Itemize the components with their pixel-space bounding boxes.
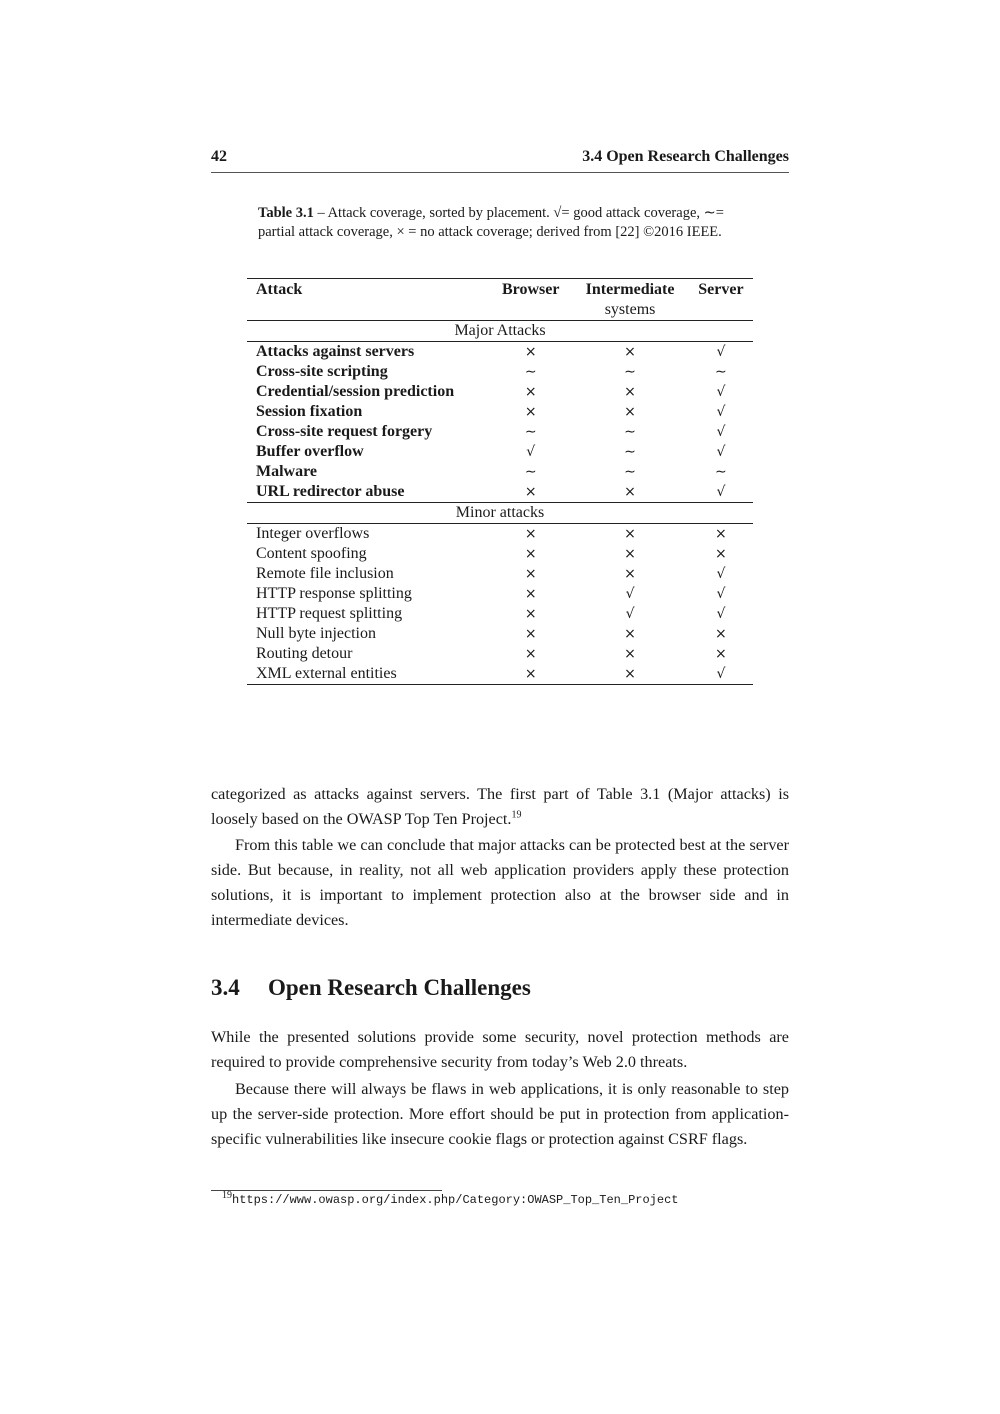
- attack-name-cell: HTTP response splitting: [256, 585, 412, 602]
- server-cell: √: [716, 384, 726, 400]
- attack-coverage-table: [247, 278, 753, 685]
- attack-name-cell: Integer overflows: [256, 525, 370, 542]
- browser-cell: ×: [524, 626, 537, 642]
- table-header-row: [247, 279, 753, 321]
- section-number: 3.4: [211, 975, 240, 1000]
- server-cell: √: [716, 566, 726, 582]
- table-row: [247, 624, 753, 644]
- table-row: [247, 604, 753, 624]
- intermediate-cell: ×: [624, 626, 636, 642]
- browser-cell: ×: [524, 606, 537, 622]
- attack-name-cell: Attacks against servers: [256, 343, 415, 360]
- attack-name-cell: Session fixation: [256, 403, 363, 420]
- server-cell: √: [716, 606, 726, 622]
- browser-cell: ×: [524, 484, 537, 500]
- paragraph: From this table we can conclude that major attacks can be protected best at the server side. But because, in reality, not all web application providers apply these protection solutions, it is important to implement protection also at the browser side and in intermediate devices.: [211, 836, 789, 929]
- server-cell: ×: [715, 646, 727, 662]
- browser-cell: ∼: [524, 424, 537, 440]
- header-browser: Browser: [490, 279, 571, 321]
- server-cell: √: [716, 344, 726, 360]
- server-cell: √: [716, 484, 726, 500]
- attack-name-cell: HTTP request splitting: [256, 605, 403, 622]
- browser-cell: √: [526, 444, 536, 460]
- browser-cell: ×: [524, 546, 537, 562]
- browser-cell: ×: [524, 526, 537, 542]
- section-row: [247, 321, 753, 342]
- attack-name-cell: Buffer overflow: [256, 443, 364, 460]
- intermediate-cell: ∼: [624, 364, 636, 380]
- header-intermediate-sub: systems: [604, 301, 656, 318]
- footnote-ref: 19: [511, 809, 522, 821]
- paragraph: While the presented solutions provide some security, novel protection methods are required to provide comprehensive security from today’s Web 2.0 threats.: [211, 1028, 789, 1071]
- server-cell: √: [716, 586, 726, 602]
- intermediate-cell: √: [625, 606, 635, 622]
- attack-name-cell: Remote file inclusion: [256, 565, 394, 582]
- intermediate-cell: ×: [624, 526, 636, 542]
- page-header: [211, 148, 789, 173]
- table-row: [247, 644, 753, 664]
- section-title: Open Research Challenges: [268, 975, 531, 1000]
- server-cell: ×: [715, 546, 727, 562]
- table-label: Table 3.1: [258, 205, 314, 221]
- table-row: [247, 482, 753, 503]
- intermediate-cell: ×: [624, 646, 636, 662]
- server-cell: ∼: [715, 364, 727, 380]
- paragraph: Because there will always be flaws in web applications, it is only reasonable to step up the server-side protection. More effort should be put in protection from application-specific vulnerabilities like insecure cookie flags or protection against CSRF flags.: [211, 1080, 789, 1148]
- browser-cell: ×: [524, 586, 537, 602]
- table-caption: [258, 204, 748, 242]
- major-attacks-label: Major Attacks: [247, 321, 753, 342]
- server-cell: ∼: [715, 464, 727, 480]
- minor-attacks-body: [247, 503, 753, 685]
- table-row: [247, 524, 753, 545]
- table-row: [247, 382, 753, 402]
- section-row: [247, 503, 753, 524]
- browser-cell: ×: [524, 646, 537, 662]
- footnote-rule: [211, 1190, 442, 1191]
- table-row: [247, 664, 753, 685]
- section-heading: [211, 975, 531, 1001]
- intermediate-cell: ×: [571, 664, 689, 685]
- server-cell: √: [716, 404, 726, 420]
- intermediate-cell: ∼: [624, 424, 636, 440]
- caption-text: – Attack coverage, sorted by placement. √= good attack coverage, ∼= partial attack coverage, × = no attack coverage; derived from [22] ©2016 IEEE.: [258, 205, 724, 240]
- browser-cell: ×: [524, 384, 537, 400]
- browser-cell: ×: [524, 344, 537, 360]
- attack-name-cell: Content spoofing: [256, 545, 367, 562]
- header-server: Server: [689, 279, 753, 321]
- intermediate-cell: ×: [624, 384, 636, 400]
- server-cell: ×: [715, 526, 727, 542]
- server-cell: √: [716, 444, 726, 460]
- attack-name-cell: Routing detour: [256, 645, 353, 662]
- running-title: 3.4 Open Research Challenges: [582, 148, 789, 165]
- major-attacks-body: [247, 321, 753, 503]
- server-cell: √: [689, 664, 753, 685]
- intermediate-cell: ×: [624, 566, 636, 582]
- attack-name-cell: Cross-site request forgery: [256, 423, 433, 440]
- browser-cell: ×: [490, 664, 571, 685]
- intermediate-cell: ×: [624, 404, 636, 420]
- attack-name-cell: URL redirector abuse: [256, 483, 405, 500]
- header-intermediate: [571, 279, 689, 321]
- intermediate-cell: √: [625, 586, 635, 602]
- table-row: [247, 402, 753, 422]
- table-row: [247, 342, 753, 363]
- attack-name-cell: XML external entities: [247, 664, 490, 685]
- footnote: [222, 1190, 679, 1207]
- intermediate-cell: ×: [624, 546, 636, 562]
- table-row: [247, 422, 753, 442]
- table-row: [247, 584, 753, 604]
- browser-cell: ∼: [524, 464, 537, 480]
- server-cell: ×: [715, 626, 727, 642]
- server-cell: √: [716, 424, 726, 440]
- attack-name-cell: Credential/session prediction: [256, 383, 455, 400]
- intermediate-cell: ×: [624, 344, 636, 360]
- browser-cell: ×: [524, 404, 537, 420]
- paragraph-text: categorized as attacks against servers. The first part of Table 3.1 (Major attacks) is loosely based on the OWASP Top Ten Project.: [211, 785, 789, 828]
- footnote-number: 19: [222, 1190, 232, 1201]
- intermediate-cell: ×: [624, 484, 636, 500]
- attack-name-cell: Malware: [256, 463, 318, 480]
- header-attack: Attack: [247, 279, 490, 321]
- paragraph-continuation: [211, 782, 789, 832]
- table-row: [247, 564, 753, 584]
- minor-attacks-label: Minor attacks: [247, 503, 753, 524]
- browser-cell: ×: [524, 566, 537, 582]
- attack-name-cell: Null byte injection: [256, 625, 376, 642]
- header-intermediate-label: Intermediate: [585, 281, 675, 298]
- table-row: [247, 462, 753, 482]
- table-row: [247, 442, 753, 462]
- footnote-url: https://www.owasp.org/index.php/Category:OWASP_Top_Ten_Project: [232, 1193, 679, 1207]
- browser-cell: ∼: [524, 364, 537, 380]
- page-number: 42: [211, 148, 227, 165]
- table-row: [247, 544, 753, 564]
- attack-name-cell: Cross-site scripting: [256, 363, 388, 380]
- table-row: [247, 362, 753, 382]
- intermediate-cell: ∼: [624, 444, 636, 460]
- intermediate-cell: ∼: [624, 464, 636, 480]
